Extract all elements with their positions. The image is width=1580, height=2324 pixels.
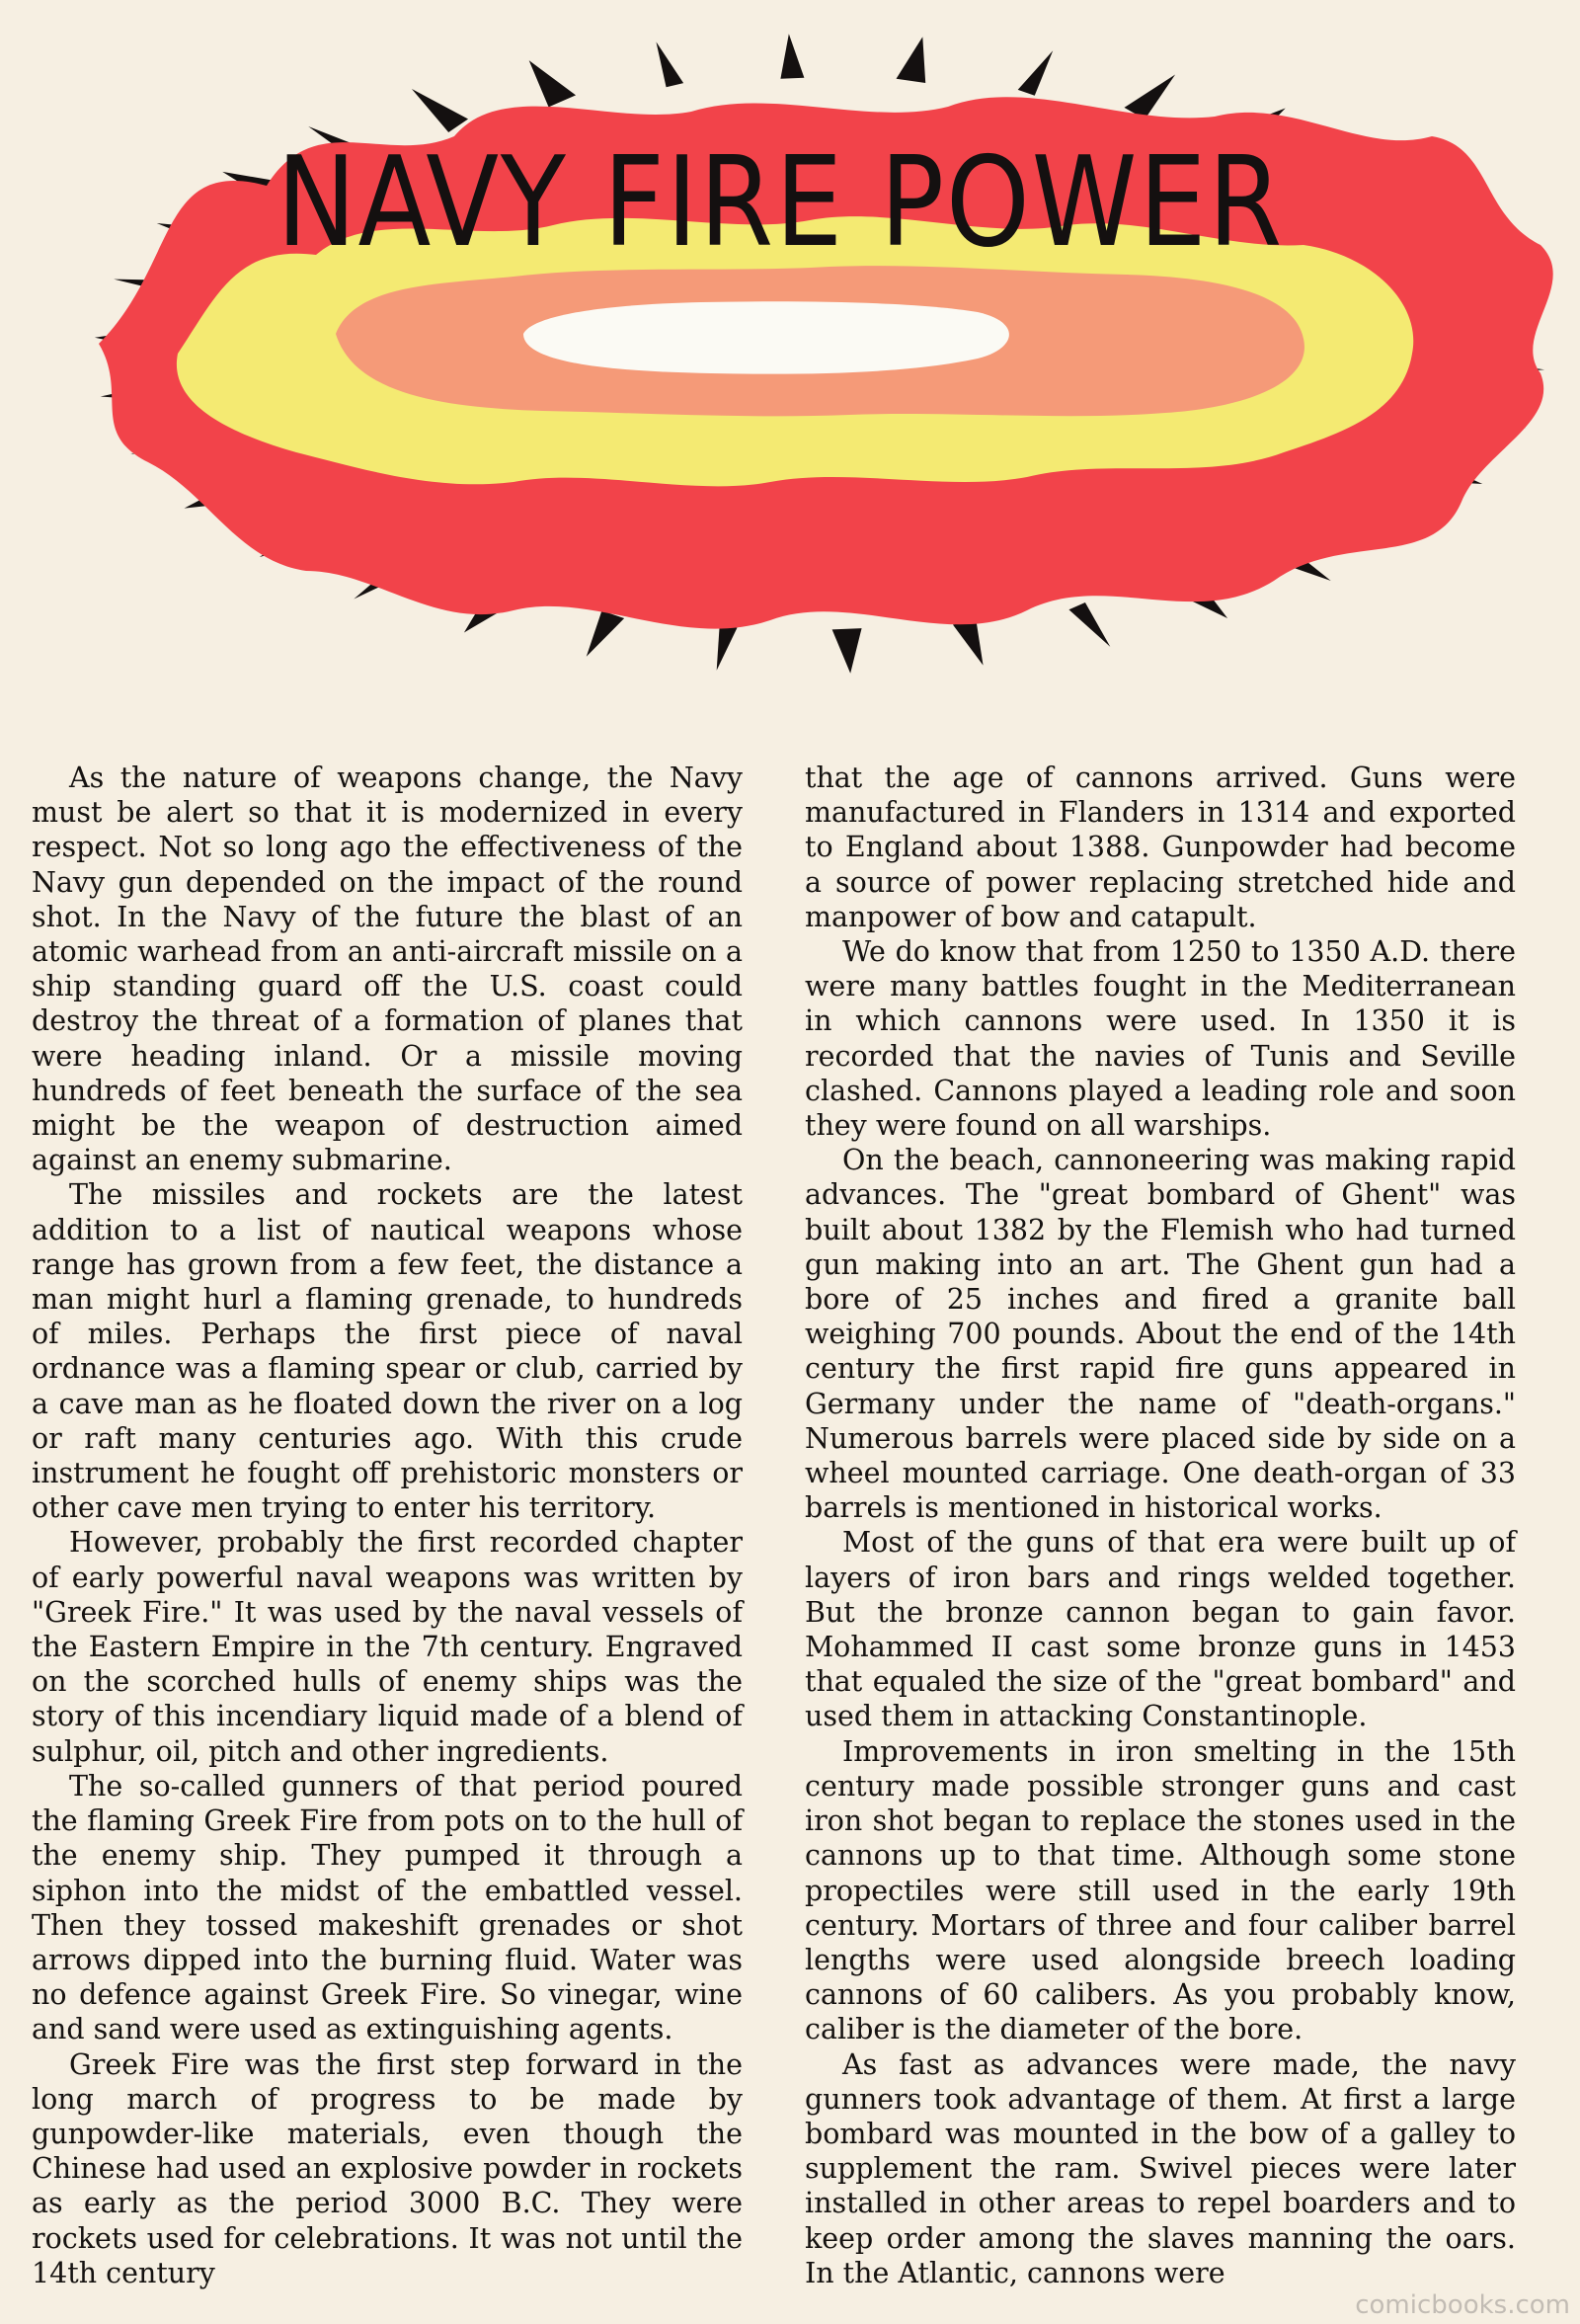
- article-column-left: [32, 761, 743, 2290]
- paragraph: On the beach, cannoneering was making rapid advances. The "great bombard of Ghent" was built about 1382 by the Flemish who had turned gun making into an art. The Ghent gun had a bore of 25 inches and fired a granite ball weighing 700 pounds. About the end of the 14th century the first rapid fire guns appeared in Germany under the name of "death-organs." Numerous barrels were placed side by side on a wheel mounted carriage. One death-organ of 33 barrels is mentioned in historical works.: [805, 1144, 1516, 1525]
- title-banner: [59, 18, 1580, 709]
- burst-spike: [897, 37, 926, 83]
- burst-spike: [832, 628, 862, 674]
- page-title: NAVY FIRE POWER: [276, 129, 1284, 275]
- burst-spike: [1124, 75, 1175, 120]
- paragraph: The so-called gunners of that period poured the flaming Greek Fire from pots on to the hull of the enemy ship. They pumped it through a siphon into the midst of the embattled vessel. Then they tossed makeshift grenades or shot arrows dipped into the burning fluid. Water was no defence against Greek Fire. So vinegar, wine and sand were used as extinguishing agents.: [32, 1769, 743, 2046]
- watermark-text: comicbooks.com: [1355, 2290, 1570, 2320]
- burst-spike: [1068, 602, 1110, 647]
- paragraph: Greek Fire was the first step forward in the long march of progress to be made by gunpowder-like materials, even though the Chinese had used an explosive powder in rockets as early as the period 3000 B.C. They were rockets used for celebrations. It was not until the 14th century: [32, 2047, 743, 2289]
- article-column-right: [805, 761, 1516, 2290]
- paragraph: We do know that from 1250 to 1350 A.D. there were many battles fought in the Mediterranean in which cannons were used. In 1350 it is recorded that the navies of Tunis and Seville clashed. Cannons played a leading role and soon they were found on all warships.: [805, 935, 1516, 1143]
- paragraph: The missiles and rockets are the latest addition to a list of nautical weapons whose range has grown from a few feet, the distance a man might hurl a flaming grenade, to hundreds of miles. Perhaps the first piece of naval ordnance was a flaming spear or club, carried by a cave man as he floated down the river on a log or raft many centuries ago. With this crude instrument he fought off prehistoric monsters or other cave men trying to enter his territory.: [32, 1178, 743, 1525]
- paragraph: As the nature of weapons change, the Navy must be alert so that it is modernized in every respect. Not so long ago the effectiveness of the Navy gun depended on the impact of the round shot. In the Navy of the future the blast of an atomic warhead from an anti-aircraft missile on a ship standing guard off the U.S. coast could destroy the threat of a formation of planes that were heading inland. Or a missile moving hundreds of feet beneath the surface of the sea might be the weapon of destruction aimed against an enemy submarine.: [32, 761, 743, 1177]
- burst-spike: [529, 60, 576, 107]
- burst-spike: [587, 610, 624, 656]
- burst-spike: [1018, 50, 1054, 96]
- paragraph: As fast as advances were made, the navy gunners took advantage of them. At first a large bombard was mounted in the bow of a galley to supplement the ram. Swivel pieces were later installed in other areas to repel boarders and to keep order among the slaves manning the oars. In the Atlantic, cannons were: [805, 2047, 1516, 2289]
- burst-white-core: [523, 301, 1009, 373]
- explosion-burst-graphic: [59, 18, 1580, 709]
- paragraph-continued: that the age of cannons arrived. Guns were manufactured in Flanders in 1314 and exported to England about 1388. Gunpowder had become a source of power replacing stretched hide and manpower of bow and catapult.: [805, 761, 1516, 933]
- burst-spike: [412, 89, 468, 132]
- paragraph: Most of the guns of that era were built up of layers of iron bars and rings welded together. But the bronze cannon began to gain favor. Mohammed II cast some bronze guns in 1453 that equaled the size of the "great bombard" and used them in attacking Constantinople.: [805, 1526, 1516, 1733]
- burst-spike: [656, 41, 683, 87]
- paragraph: However, probably the first recorded chapter of early powerful naval weapons was written by "Greek Fire." It was used by the naval vessels of the Eastern Empire in the 7th century. Engraved on the scorched hulls of enemy ships was the story of this incendiary liquid made of a blend of sulphur, oil, pitch and other ingredients.: [32, 1526, 743, 1768]
- paragraph: Improvements in iron smelting in the 15th century made possible stronger guns and cast iron shot began to replace the stones used in the cannons up to that time. Although some stone propectiles were still used in the early 19th century. Mortars of three and four caliber barrel lengths were used alongside breech loading cannons of 60 calibers. As you probably know, caliber is the diameter of the bore.: [805, 1734, 1516, 2046]
- burst-spike: [717, 625, 738, 671]
- burst-spike: [953, 619, 984, 666]
- burst-spike: [780, 34, 804, 78]
